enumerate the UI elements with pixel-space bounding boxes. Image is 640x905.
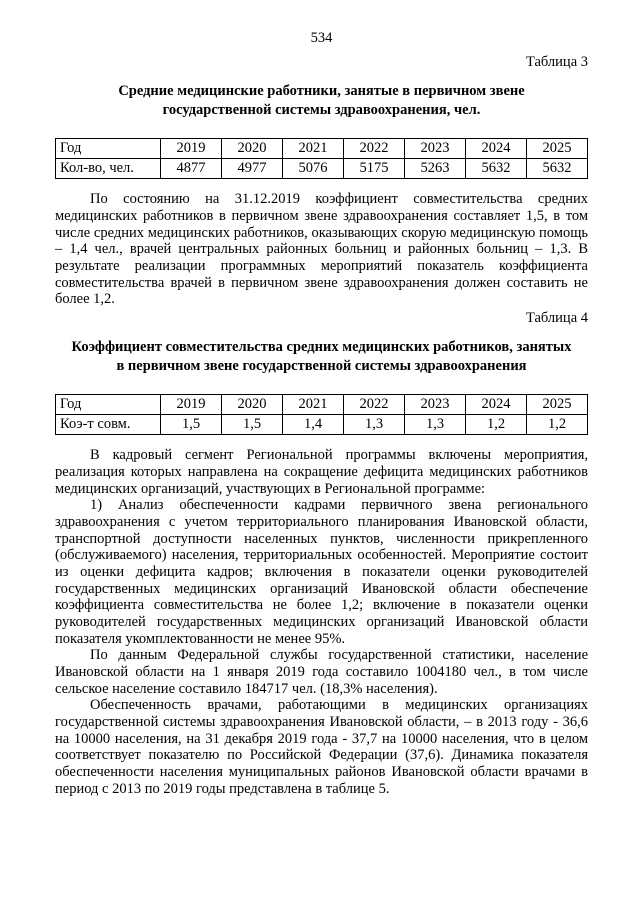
table-cell: 2025	[527, 395, 588, 415]
table3-title: Средние медицинские работники, занятые в первичном звене государственной системы здравоохранения, чел.	[118, 83, 525, 118]
table-cell: Коэ-т совм.	[56, 415, 161, 435]
paragraph: По состоянию на 31.12.2019 коэффициент совместительства средних медицинских работников в первичном звене здравоохранения составляет 1,5, в том числе средних медицинских работников, оказывающих скорую медицинскую помощь – 1,4 чел., врачей центральных районных больниц и районных больниц – 1,3. В результате реализации программных мероприятий показатель коэффициента совместительства врачей в первичном звене здравоохранения должен составить не более 1,2.	[55, 191, 588, 308]
table3	[55, 138, 588, 179]
table4-data-row	[56, 415, 588, 435]
table-cell: 2023	[405, 139, 466, 159]
table-cell: 2021	[283, 395, 344, 415]
table-cell: 2021	[283, 139, 344, 159]
table-cell: 1,5	[222, 415, 283, 435]
table-cell: 1,2	[527, 415, 588, 435]
table-cell: 2022	[344, 139, 405, 159]
paragraph: В кадровый сегмент Региональной программы включены мероприятия, реализация которых направлена на сокращение дефицита медицинских работников медицинских организаций, участвующих в Региональной программе:	[55, 447, 588, 497]
table4-caption: Таблица 4	[525, 310, 588, 327]
table-cell: 1,5	[161, 415, 222, 435]
table-cell: 5632	[527, 159, 588, 179]
table-cell: 2023	[405, 395, 466, 415]
table-cell: 1,2	[466, 415, 527, 435]
text-section-1	[55, 191, 588, 308]
page-number: 534	[310, 30, 333, 46]
paragraph: Обеспеченность врачами, работающими в медицинских организациях государственной системы здравоохранения Ивановской области, – в 2013 году - 36,6 на 10000 населения, на 31 декабря 2019 года - 37,7 на 10000 населения, что в целом соответствует показателю по Российской Федерации (37,6). Динамика показателя обеспеченности населения муниципальных районов Ивановской области врачами в период с 2013 по 2019 годы представлена в таблице 5.	[55, 697, 588, 797]
table4	[55, 394, 588, 435]
table-cell: 4877	[161, 159, 222, 179]
table-cell: 2025	[527, 139, 588, 159]
table4-header-row	[56, 395, 588, 415]
table-cell: 2020	[222, 139, 283, 159]
table-cell: 1,3	[405, 415, 466, 435]
table-cell: 2024	[466, 139, 527, 159]
table-cell: 2019	[161, 395, 222, 415]
table-cell: 2022	[344, 395, 405, 415]
table-cell: 5632	[466, 159, 527, 179]
table-cell: 2024	[466, 395, 527, 415]
paragraph: 1) Анализ обеспеченности кадрами первичного звена регионального здравоохранения с учетом территориального планирования Ивановской области, транспортной доступности населенных пунктов, численности прикрепленного (обслуживаемого) населения, территориальных особенностей. Мероприятие состоит из оценки дефицита кадров; включения в показатели оценки руководителей государственных медицинских организаций Ивановской области обеспечение коэффициента совместительства не более 1,2; включение в показатели оценки руководителей государственных медицинских организаций Ивановской области показателя укомплектованности не менее 95%.	[55, 497, 588, 647]
table3-data-row	[56, 159, 588, 179]
table-cell: 1,4	[283, 415, 344, 435]
table-cell: Кол-во, чел.	[56, 159, 161, 179]
table3-header-row	[56, 139, 588, 159]
table-cell: 1,3	[344, 415, 405, 435]
text-section-2	[55, 447, 588, 797]
paragraph: По данным Федеральной службы государственной статистики, население Ивановской области на 1 января 2019 года составило 1004180 чел., в том числе сельское население составило 184717 чел. (18,3% населения).	[55, 647, 588, 697]
table-cell: 2020	[222, 395, 283, 415]
table-cell: 5175	[344, 159, 405, 179]
table4-title: Коэффициент совместительства средних медицинских работников, занятых в первичном звене государственной системы здравоохранения	[71, 339, 572, 374]
table-cell: 4977	[222, 159, 283, 179]
table-cell: 2019	[161, 139, 222, 159]
table3-caption: Таблица 3	[525, 54, 588, 70]
table-cell: 5076	[283, 159, 344, 179]
table-cell: Год	[56, 395, 161, 415]
table-cell: Год	[56, 139, 161, 159]
table-cell: 5263	[405, 159, 466, 179]
